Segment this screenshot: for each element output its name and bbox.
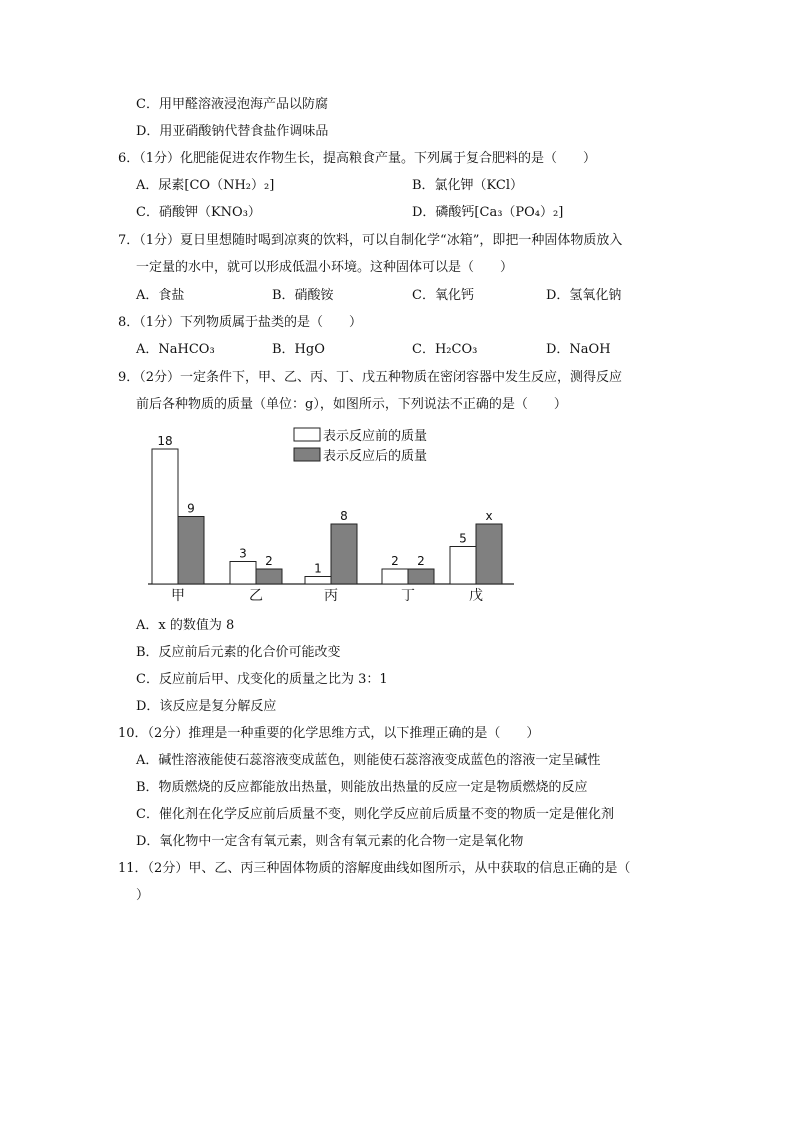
- q10-option-c: C．催化剂在化学反应前后质量不变，则化学反应前后质量不变的物质一定是催化剂: [136, 807, 614, 822]
- data-label-before-2: 3: [239, 546, 247, 561]
- data-label-before-3: 1: [314, 561, 322, 576]
- category-label-2: 乙: [249, 588, 263, 604]
- category-label-4: 丁: [401, 588, 415, 604]
- q6-option-a: A．尿素[CO（NH₂）₂]: [136, 178, 275, 193]
- data-label-after-4: 2: [417, 554, 425, 568]
- bar-before-1: [152, 449, 178, 584]
- category-label-3: 丙: [324, 588, 338, 604]
- q9-option-a: A．x 的数值为 8: [136, 618, 235, 633]
- bar-after-5: [476, 524, 502, 584]
- data-label-after-1: 9: [187, 501, 195, 516]
- legend-label-2: 表示反应后的质量: [323, 449, 428, 464]
- q5-option-d: D．用亚硝酸钠代替食盐作调味品: [136, 124, 329, 139]
- q8-option-b: B．HgO: [272, 342, 325, 357]
- data-label-before-1: 18: [157, 434, 173, 448]
- legend-swatch-2: [294, 448, 320, 461]
- q9-option-c: C．反应前后甲、戊变化的质量之比为 3：1: [136, 672, 388, 687]
- data-label-after-5: x: [485, 509, 493, 523]
- question-11: 11．（2分）甲、乙、丙三种固体物质的溶解度曲线如图所示，从中获取的信息正确的是（: [118, 861, 631, 876]
- q7-option-a: A．食盐: [136, 288, 185, 303]
- bar-before-3: [305, 577, 331, 585]
- q10-option-b: B．物质燃烧的反应都能放出热量，则能放出热量的反应一定是物质燃烧的反应: [136, 780, 588, 795]
- mass-bar-chart: [130, 422, 530, 612]
- question-9-cont: 前后各种物质的质量（单位：g），如图所示，下列说法不正确的是（ ）: [136, 397, 567, 412]
- q8-option-d: D．NaOH: [546, 342, 611, 357]
- data-label-after-3: 8: [340, 509, 348, 523]
- q6-option-b: B．氯化钾（KCl）: [412, 178, 524, 193]
- question-7: 7．（1分）夏日里想随时喝到凉爽的饮料，可以自制化学“冰箱”，即把一种固体物质放入: [118, 233, 623, 248]
- question-8: 8．（1分）下列物质属于盐类的是（ ）: [118, 315, 363, 330]
- question-7-cont: 一定量的水中，就可以形成低温小环境。这种固体可以是（ ）: [136, 260, 514, 275]
- bar-after-1: [178, 517, 204, 585]
- bar-after-3: [331, 524, 357, 584]
- q9-option-d: D．该反应是复分解反应: [136, 699, 277, 714]
- q10-option-a: A．碱性溶液能使石蕊溶液变成蓝色，则能使石蕊溶液变成蓝色的溶液一定呈碱性: [136, 753, 601, 768]
- question-6: 6．（1分）化肥能促进农作物生长，提高粮食产量。下列属于复合肥料的是（ ）: [118, 151, 597, 166]
- category-label-1: 甲: [171, 588, 185, 604]
- question-9: 9．（2分）一定条件下，甲、乙、丙、丁、戊五种物质在密闭容器中发生反应，测得反应: [118, 370, 623, 385]
- q7-option-c: C．氧化钙: [412, 288, 474, 303]
- data-label-before-5: 5: [459, 531, 467, 546]
- q5-option-c: C．用甲醛溶液浸泡海产品以防腐: [136, 97, 328, 112]
- legend-label-1: 表示反应前的质量: [323, 429, 428, 444]
- bar-after-4: [408, 569, 434, 584]
- question-10: 10．（2分）推理是一种重要的化学思维方式，以下推理正确的是（ ）: [118, 726, 540, 741]
- q7-option-b: B．硝酸铵: [272, 288, 334, 303]
- bar-before-4: [382, 569, 408, 584]
- q8-option-c: C．H₂CO₃: [412, 342, 478, 357]
- q6-option-d: D．磷酸钙[Ca₃（PO₄）₂]: [412, 205, 564, 220]
- bar-before-2: [230, 562, 256, 585]
- bar-after-2: [256, 569, 282, 584]
- data-label-after-2: 2: [265, 554, 273, 568]
- q9-option-b: B．反应前后元素的化合价可能改变: [136, 645, 341, 660]
- legend-swatch-1: [294, 428, 320, 441]
- q8-option-a: A．NaHCO₃: [136, 342, 215, 357]
- q7-option-d: D．氢氧化钠: [546, 288, 622, 303]
- q6-option-c: C．硝酸钾（KNO₃）: [136, 205, 261, 220]
- question-11-cont: ）: [136, 888, 150, 903]
- category-label-5: 戊: [469, 588, 483, 604]
- data-label-before-4: 2: [391, 554, 399, 568]
- bar-before-5: [450, 547, 476, 585]
- q10-option-d: D．氧化物中一定含有氧元素，则含有氧元素的化合物一定是氧化物: [136, 834, 524, 849]
